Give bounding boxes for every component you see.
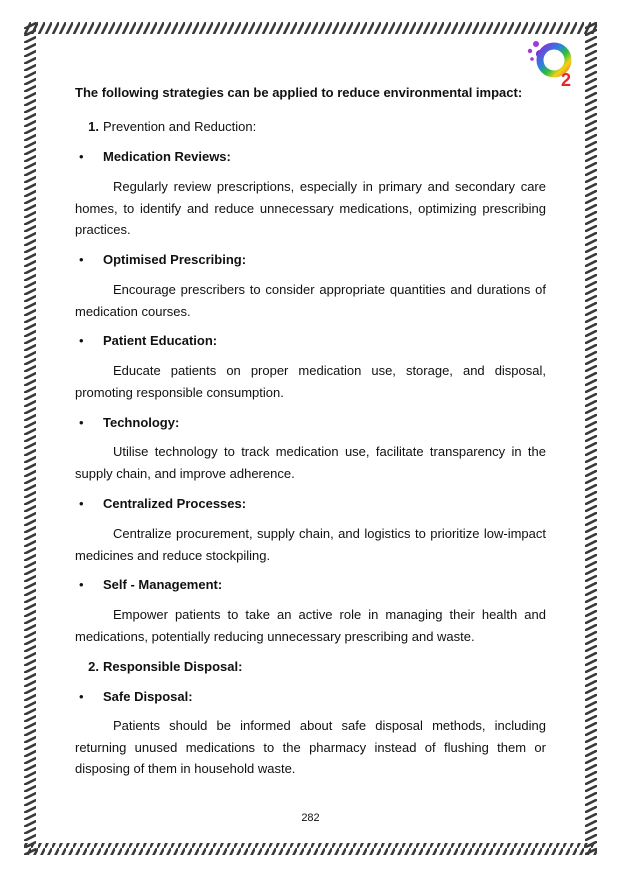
page-heading: The following strategies can be applied to reduce environmental impact:	[75, 85, 523, 100]
section-title: Prevention and Reduction:	[103, 119, 257, 134]
bullet-icon: •	[79, 252, 84, 267]
item-paragraph: Encourage prescribers to consider appropriate quantities and durations of medication courses.	[75, 282, 546, 319]
list-item-title	[75, 574, 546, 596]
item-paragraph: Centralize procurement, supply chain, and logistics to prioritize low-impact medicines and reduce stockpiling.	[75, 526, 546, 563]
section-number: 2.	[88, 659, 99, 674]
bullet-icon: •	[79, 149, 84, 164]
bullet-icon: •	[79, 333, 84, 348]
bullet-icon: •	[79, 496, 84, 511]
list-item-title	[75, 686, 546, 708]
item-title: Medication Reviews:	[103, 149, 231, 164]
item-title: Safe Disposal:	[103, 689, 193, 704]
bullet-icon: •	[79, 577, 84, 592]
item-paragraph: Regularly review prescriptions, especially in primary and secondary care homes, to identify and reduce unnecessary medications, optimizing prescribing practices.	[75, 179, 546, 237]
item-title: Patient Education:	[103, 333, 218, 348]
item-title: Optimised Prescribing:	[103, 252, 247, 267]
item-paragraph: Patients should be informed about safe disposal methods, including returning unused medications to the pharmacy instead of flushing them or disposing of them in household waste.	[75, 718, 546, 776]
section-2-heading	[75, 656, 546, 678]
item-title: Technology:	[103, 415, 180, 430]
item-title: Centralized Processes:	[103, 496, 247, 511]
bullet-icon: •	[79, 689, 84, 704]
list-item-title	[75, 249, 546, 271]
list-item-title	[75, 330, 546, 352]
item-paragraph: Empower patients to take an active role in managing their health and medications, potentially reducing unnecessary prescribing and waste.	[75, 607, 546, 644]
page-number: 282	[301, 812, 320, 824]
section-title: Responsible Disposal:	[103, 659, 243, 674]
svg-text:2: 2	[561, 70, 572, 90]
item-paragraph: Educate patients on proper medication use, storage, and disposal, promoting responsible consumption.	[75, 363, 546, 400]
item-title: Self - Management:	[103, 577, 223, 592]
item-paragraph: Utilise technology to track medication use, facilitate transparency in the supply chain, and improve adherence.	[75, 444, 546, 481]
list-item-title	[75, 146, 546, 168]
list-item-title	[75, 412, 546, 434]
section-1-heading	[75, 116, 546, 138]
bullet-icon: •	[79, 415, 84, 430]
section-number: 1.	[88, 119, 99, 134]
list-item-title	[75, 493, 546, 515]
